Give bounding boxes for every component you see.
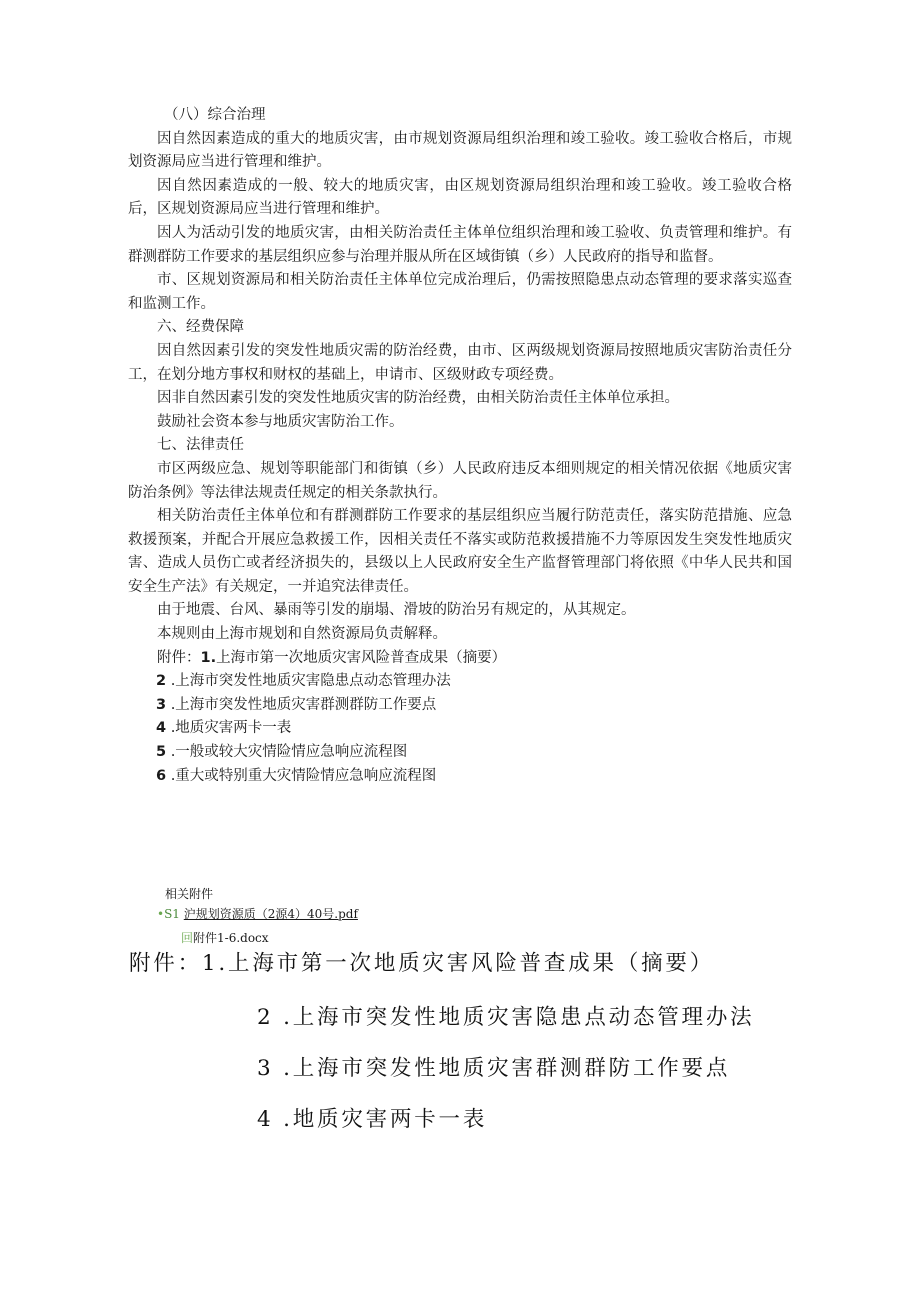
- section-heading-8: （八）综合治理: [164, 107, 266, 123]
- paragraph: 本规则由上海市规划和自然资源局负责解释。: [157, 626, 447, 643]
- paragraph: 因自然因素造成的重大的地质灾害，由市规划资源局组织治理和竣工验收。竣工验收合格后，市规划资源局应当进行管理和维护。: [128, 130, 792, 171]
- paragraph: 市、区规划资源局和相关防治责任主体单位完成治理后，仍需按照隐患点动态管理的要求落实巡查和监测工作。: [128, 272, 792, 312]
- related-attachments-title: 相关附件: [165, 887, 214, 901]
- attachment-item: [128, 765, 792, 789]
- paragraph: 因自然因素造成的一般、较大的地质灾害，由区规划资源局组织治理和竣工验收。竣工验收合格后，区规划资源局应当进行管理和维护。: [128, 177, 792, 218]
- attachment-prefix: 附件：: [157, 649, 201, 666]
- paragraph: 相关防治责任主体单位和有群测群防工作要求的基层组织应当履行防范责任，落实防范措施、应急救援预案，并配合开展应急救援工作，因相关责任不落实或防范救援措施不力等原因发生突发性地质灾害、造成人员伤亡或者经济损失的，县级以上人民政府安全生产监督管理部门将依照《中华人民共和国安全生产法》有关规定，一并追究法律责任。: [128, 508, 792, 595]
- docx-attachment[interactable]: [181, 929, 269, 946]
- pdf-file-icon: S1: [164, 907, 180, 921]
- paragraph: 因非自然因素引发的突发性地质灾害的防治经费，由相关防治责任主体单位承担。: [157, 390, 679, 407]
- attachment-item: [128, 694, 792, 718]
- paragraph: 因自然因素引发的突发性地质灾需的防治经费，由市、区两级规划资源局按照地质灾害防治责任分工，在划分地方事权和财权的基础上，申请市、区级财政专项经费。: [128, 342, 792, 383]
- attachment-number: 2: [156, 673, 167, 690]
- attachment-title: .一般或较大灾情险情应急响应流程图: [166, 744, 408, 761]
- attachment-title: .地质灾害两卡一表: [166, 720, 292, 737]
- large-attachment-line-2: 2 .上海市突发性地质灾害隐患点动态管理办法: [257, 1005, 755, 1030]
- large-attachment-line-1: 附件：1.上海市第一次地质灾害风险普查成果（摘要）: [129, 951, 715, 976]
- document-body: [128, 104, 792, 788]
- attachment-number: 4: [156, 720, 167, 737]
- large-attachment-line-4: 4 .地质灾害两卡一表: [257, 1107, 488, 1132]
- pdf-attachment[interactable]: [157, 905, 358, 922]
- attachment-item: [128, 670, 792, 694]
- section-heading-6: 六、经费保障: [157, 319, 244, 336]
- paragraph: 鼓励社会资本参与地质灾害防治工作。: [157, 413, 404, 430]
- attachment-number: 1.: [200, 649, 217, 666]
- paragraph: 市区两级应急、规划等职能部门和街镇（乡）人民政府违反本细则规定的相关情况依据《地质灾害防治条例》等法律法规责任规定的相关条款执行。: [128, 460, 792, 501]
- attachment-title: 上海市第一次地质灾害风险普查成果（摘要）: [216, 649, 507, 666]
- attachment-number: 3: [156, 696, 167, 713]
- attachment-list-first: [128, 647, 792, 671]
- docx-attachment-link[interactable]: 附件1-6.docx: [193, 931, 269, 945]
- pdf-attachment-link[interactable]: 沪规划资源质（2源4）40号.pdf: [183, 907, 358, 921]
- section-heading-7: 七、法律责任: [157, 437, 244, 454]
- attachment-item: [128, 717, 792, 741]
- attachment-number: 5: [156, 744, 167, 761]
- bullet-icon: •: [157, 907, 165, 921]
- attachment-title: .上海市突发性地质灾害群测群防工作要点: [166, 696, 437, 713]
- attachment-number: 6: [156, 767, 167, 784]
- paragraph: 由于地震、台风、暴雨等引发的崩塌、滑坡的防治另有规定的，从其规定。: [157, 602, 636, 619]
- docx-file-icon: 回: [181, 931, 194, 945]
- attachment-item: [128, 741, 792, 765]
- large-attachment-line-3: 3 .上海市突发性地质灾害群测群防工作要点: [257, 1056, 731, 1081]
- paragraph: 因人为活动引发的地质灾害，由相关防治责任主体单位组织治理和竣工验收、负责管理和维护。有群测群防工作要求的基层组织应参与治理并服从所在区域街镇（乡）人民政府的指导和监督。: [128, 224, 792, 265]
- attachment-title: .重大或特别重大灾情险情应急响应流程图: [166, 767, 437, 784]
- attachment-title: .上海市突发性地质灾害隐患点动态管理办法: [166, 673, 451, 690]
